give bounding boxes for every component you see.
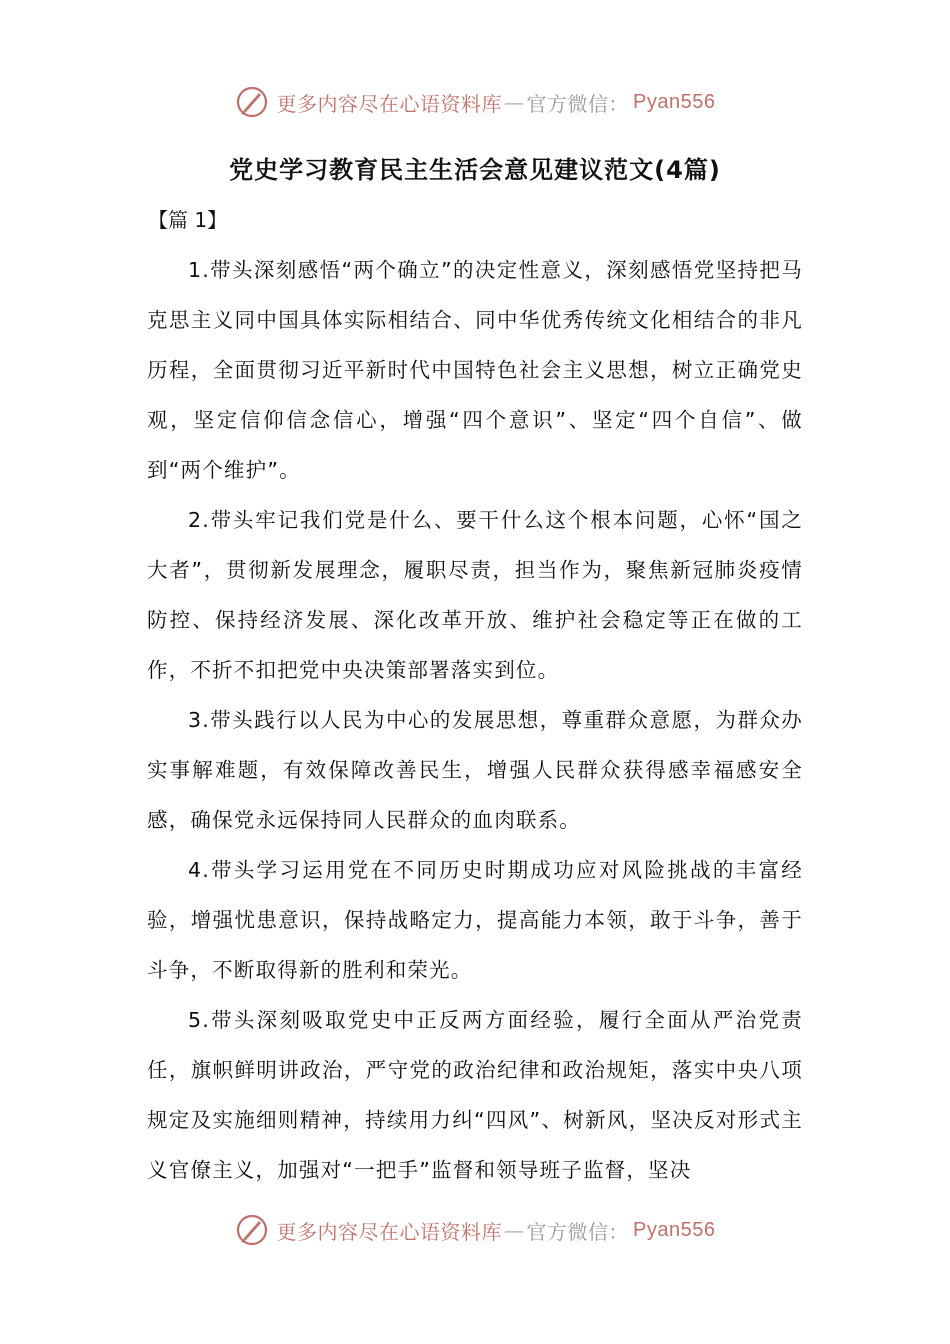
paragraph-2: 2.带头牢记我们党是什么、要干什么这个根本问题，心怀“国之大者”，贯彻新发展理念，履职尽责，担当作为，聚焦新冠肺炎疫情防控、保持经济发展、深化改革开放、维护社会稳定等正在做的工作，不折不扣把党中央决策部署落实到位。 — [147, 508, 803, 682]
document-body — [147, 245, 803, 1195]
paragraph-3: 3.带头践行以人民为中心的发展思想，尊重群众意愿，为群众办实事解难题，有效保障改善民生，增强人民群众获得感幸福感安全感，确保党永远保持同人民群众的血肉联系。 — [147, 708, 803, 832]
banner-wechat-id: Pyan556 — [633, 1218, 716, 1241]
banner-separator: — — [504, 1218, 525, 1242]
section-label: 【篇 1】 — [148, 208, 228, 232]
banner-wechat-id: Pyan556 — [633, 90, 716, 113]
banner-separator: — — [504, 90, 525, 114]
quill-logo-icon — [235, 85, 269, 119]
paragraph-4: 4.带头学习运用党在不同历史时期成功应对风险挑战的丰富经验，增强忧患意识，保持战略定力，提高能力本领，敢于斗争，善于斗争，不断取得新的胜利和荣光。 — [147, 858, 803, 982]
banner-contact-label: 官方微信： — [526, 91, 630, 116]
paragraph-5: 5.带头深刻吸取党史中正反两方面经验，履行全面从严治党责任，旗帜鲜明讲政治，严守党的政治纪律和政治规矩，落实中央八项规定及实施细则精神，持续用力纠“四风”、树新风，坚决反对形式主义官僚主义，加强对“一把手”监督和领导班子监督，坚决 — [147, 1008, 803, 1182]
document-title: 党史学习教育民主生活会意见建议范文(4篇) — [229, 156, 721, 184]
footer-banner — [0, 1210, 950, 1250]
banner-text: 更多内容尽在心语资料库 — [276, 1219, 503, 1244]
paragraph-1: 1.带头深刻感悟“两个确立”的决定性意义，深刻感悟党坚持把马克思主义同中国具体实际相结合、同中华优秀传统文化相结合的非凡历程，全面贯彻习近平新时代中国特色社会主义思想，树立正确党史观，坚定信仰信念信心，增强“四个意识”、坚定“四个自信”、做到“两个维护”。 — [147, 258, 803, 482]
header-banner — [0, 82, 950, 122]
quill-logo-icon — [235, 1213, 269, 1247]
banner-text: 更多内容尽在心语资料库 — [276, 91, 503, 116]
banner-contact-label: 官方微信： — [526, 1219, 630, 1244]
